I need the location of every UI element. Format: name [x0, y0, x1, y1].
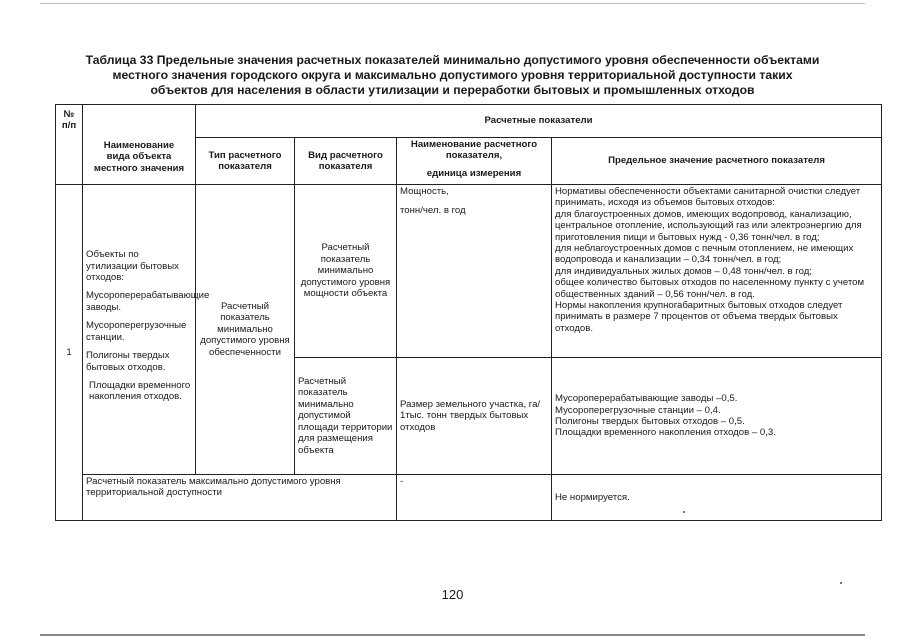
- limit-capacity-paragraph: для благоустроенных домов, имеющих водопровод, канализацию, центральное отопление, использующий газ или электроэнергию для приготовления пищи и бытовых нужд - 0,36 тонн/чел. в год;: [555, 208, 862, 243]
- header-number-abbr: п/п: [61, 120, 77, 132]
- object-names-cell: [83, 185, 210, 475]
- header-calc-indicators: Расчетные показатели: [196, 105, 882, 138]
- kind-capacity-cell: Расчетный показатель минимально допустимого уровня мощности объекта: [295, 185, 397, 358]
- table-row-capacity: [56, 185, 882, 358]
- limit-capacity-cell: [552, 185, 882, 358]
- type-max-accessibility-cell: Расчетный показатель максимально допустимого уровня территориальной доступности: [83, 475, 397, 521]
- table-row-accessibility: [56, 475, 882, 521]
- limit-area-item: Мусороперегрузочные станции – 0,4.: [555, 404, 721, 416]
- limit-capacity-paragraph: для неблагоустроенных домов с печным отоплением, не имеющих водопровода и канализации – 0,34 тонн/чел. в год;: [555, 243, 854, 266]
- header-number-sign: №: [63, 109, 75, 120]
- header-object-name-line-3: местного значения: [93, 162, 185, 174]
- scan-speck: [683, 511, 685, 513]
- unit-capacity-cell: [397, 185, 552, 358]
- scan-edge-bottom: [40, 634, 865, 636]
- header-row-1: [56, 105, 882, 138]
- limit-capacity-paragraph: для индивидуальных жилых домов – 0,48 тонн/чел. в год;: [555, 265, 812, 277]
- object-item: Объекты по утилизации бытовых отходов:: [86, 249, 179, 284]
- scan-speck: [840, 582, 842, 584]
- limit-capacity-paragraph: Нормативы обеспеченности объектами санитарной очистки следует принимать, исходя из объемов бытовых отходов:: [555, 186, 861, 209]
- page-number: 120: [441, 587, 464, 602]
- unit-capacity-line-1: Мощность,: [400, 186, 449, 197]
- header-indicator-unit: [397, 138, 552, 185]
- header-unit-line-1: Наименование расчетного показателя,: [410, 139, 538, 162]
- unit-capacity-line-2: тонн/чел. в год: [400, 205, 466, 217]
- title-line-1: Таблица 33 Предельные значения расчетных показателей минимально допустимого уровня обеспеченности объектами: [85, 53, 820, 67]
- header-object-name: [83, 105, 196, 185]
- limit-capacity-paragraph: общее количество бытовых отходов по населенному пункту с учетом общественных зданий – 0,56 тонн/чел. в год.: [555, 277, 865, 300]
- limit-area-item: Мусороперерабатывающие заводы –0,5.: [555, 393, 738, 405]
- unit-accessibility-cell: -: [397, 475, 552, 521]
- limit-capacity-paragraph: Нормы накопления крупногабаритных бытовых отходов следует принимать в размере 7 процентов от объема твердых бытовых отходов.: [555, 300, 843, 334]
- header-object-name-line-2: вида объекта: [106, 151, 172, 163]
- limit-area-item: Площадки временного накопления отходов – 0,3.: [555, 427, 776, 439]
- object-item: Площадки временного накопления отходов.: [89, 379, 191, 403]
- type-min-level-cell: Расчетный показатель минимально допустимого уровня обеспеченности: [196, 185, 295, 475]
- title-line-3: объектов для населения в области утилизации и переработки бытовых и промышленных отходов: [150, 83, 755, 97]
- limit-area-item: Полигоны твердых бытовых отходов – 0,5.: [555, 416, 745, 427]
- object-item: Мусороперерабатывающие заводы.: [86, 290, 210, 313]
- limit-area-cell: [552, 358, 882, 475]
- indicators-table-container: [55, 104, 881, 521]
- title-line-2: местного значения городского округа и максимально допустимого уровня территориальной доступности таких: [112, 68, 793, 82]
- kind-area-cell: Расчетный показатель минимально допустимой площади территории для размещения объекта: [295, 358, 397, 475]
- indicators-table: [55, 104, 882, 521]
- header-number: [56, 105, 83, 185]
- header-object-name-line-1: Наименование: [103, 139, 175, 151]
- limit-accessibility-cell: Не нормируется.: [552, 475, 882, 521]
- header-indicator-type: Тип расчетного показателя: [196, 138, 295, 185]
- object-item: Мусороперегрузочные станции.: [86, 320, 187, 343]
- header-unit-line-2: единица измерения: [426, 167, 522, 179]
- header-indicator-kind: Вид расчетного показателя: [295, 138, 397, 185]
- scan-edge-top: [40, 3, 865, 4]
- unit-area-cell: Размер земельного участка, га/ 1тыс. тонн твердых бытовых отходов: [397, 358, 552, 475]
- table-title: [30, 53, 875, 98]
- row-number: 1: [56, 185, 83, 521]
- header-limit-value: Предельное значение расчетного показателя: [552, 138, 882, 185]
- object-item: Полигоны твердых бытовых отходов.: [86, 350, 170, 373]
